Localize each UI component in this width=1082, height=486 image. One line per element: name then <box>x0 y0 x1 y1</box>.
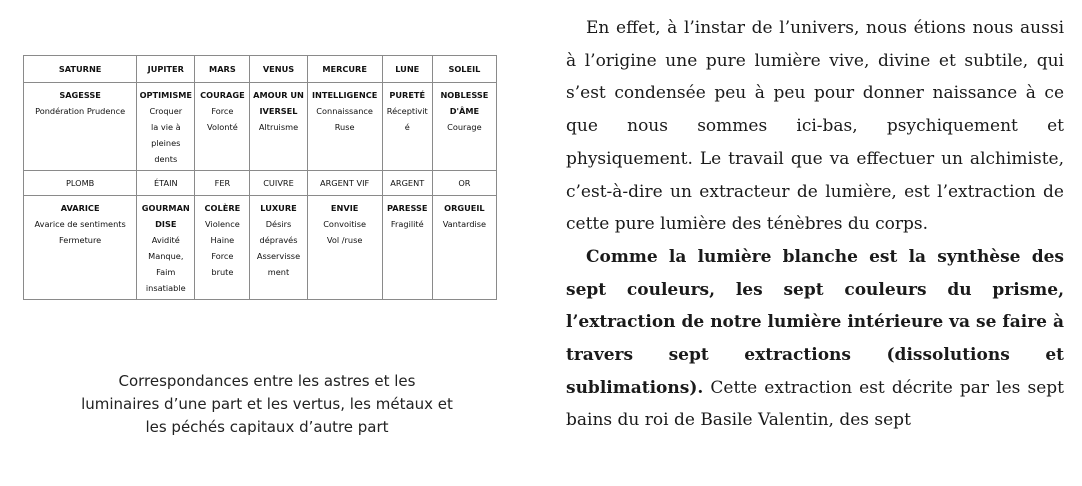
sin-cell <box>432 196 496 300</box>
correspondence-figure <box>23 55 497 300</box>
sin-title: COLÈRE <box>204 203 241 213</box>
metal-cell: PLOMB <box>24 171 137 196</box>
sin-desc: Violence Haine Force brute <box>205 219 240 277</box>
sin-cell <box>195 196 250 300</box>
virtue-desc: Croquer la vie à pleines dents <box>149 106 183 164</box>
sin-desc: Convoitise Vol /ruse <box>323 219 367 245</box>
virtue-title: INTELLIGENCE <box>311 90 378 100</box>
virtue-cell <box>250 83 307 171</box>
virtue-desc: Force Volonté <box>207 106 238 132</box>
virtue-title: OPTIMISME <box>139 90 192 100</box>
metals-row <box>24 171 497 196</box>
virtue-cell <box>137 83 195 171</box>
header-cell: VENUS <box>250 56 307 83</box>
sin-cell <box>382 196 432 300</box>
sin-desc: Vantardise <box>442 219 487 229</box>
sin-title: ORGUEIL <box>444 203 485 213</box>
sin-title: LUXURE <box>260 203 297 213</box>
virtue-desc: Réceptivité <box>386 106 428 132</box>
header-cell: SATURNE <box>24 56 137 83</box>
virtue-desc: Connaissance Ruse <box>316 106 373 132</box>
sin-desc: Désirs dépravés Asservisse ment <box>256 219 301 277</box>
correspondence-table <box>23 55 497 300</box>
sin-desc: Avarice de sentiments Fermeture <box>34 219 126 245</box>
virtue-title: PURETÉ <box>389 90 426 100</box>
paragraph <box>566 241 1064 437</box>
header-cell: LUNE <box>382 56 432 83</box>
virtue-title: SAGESSE <box>59 90 101 100</box>
sin-title: PARESSE <box>387 203 428 213</box>
virtue-title: NOBLESSE D'ÂME <box>440 90 489 116</box>
header-cell: MARS <box>195 56 250 83</box>
virtue-desc: Courage <box>447 122 482 132</box>
sin-cell <box>307 196 382 300</box>
sin-title: ENVIE <box>330 203 359 213</box>
sin-desc: Fragilité <box>390 219 424 229</box>
virtue-cell <box>24 83 137 171</box>
paragraph: En effet, à l’instar de l’univers, nous étions nous aussi à l’origine une pure lumière vive, divine et subtile, qui s’est condensée peu à peu pour donner naissance à ce que nous sommes ici-bas, psychiquement et physiquement. Le travail que va effectuer un alchimiste, c’est-à-dire un extracteur de lumière, est l’extraction de cette pure lumière des ténèbres du corps. <box>566 18 1064 235</box>
table-header-row <box>24 56 497 83</box>
virtue-title: COURAGE <box>200 90 245 100</box>
bold-sentence: Comme la lumière blanche est la synthèse des sept couleurs, les sept couleurs du prisme, l’extraction de notre lumière intérieure va se faire à travers sept extractions (dissolutions et sublimations). <box>566 246 1064 398</box>
virtue-desc: Altruisme <box>258 122 299 132</box>
sin-desc: Avidité Manque, Faim insatiable <box>145 235 186 293</box>
header-cell: JUPITER <box>137 56 195 83</box>
virtue-cell <box>307 83 382 171</box>
sin-title: GOURMANDISE <box>141 203 190 229</box>
metal-cell: FER <box>195 171 250 196</box>
body-text <box>566 12 1064 437</box>
sin-cell <box>24 196 137 300</box>
virtue-cell <box>382 83 432 171</box>
paragraph-continuation: Cette extraction est décrite par les sept bains du roi de Basile Valentin, des sept <box>566 377 1064 431</box>
virtues-row <box>24 83 497 171</box>
sin-cell <box>137 196 195 300</box>
sin-title: AVARICE <box>60 203 100 213</box>
figure-caption: Correspondances entre les astres et les luminaires d’une part et les vertus, les métaux et les péchés capitaux d’autre part <box>81 372 453 436</box>
metal-cell: ÉTAIN <box>137 171 195 196</box>
virtue-cell <box>195 83 250 171</box>
virtue-desc: Pondération Prudence <box>35 106 126 116</box>
metal-cell: OR <box>432 171 496 196</box>
sin-cell <box>250 196 307 300</box>
header-cell: SOLEIL <box>432 56 496 83</box>
metal-cell: ARGENT VIF <box>307 171 382 196</box>
metal-cell: CUIVRE <box>250 171 307 196</box>
metal-cell: ARGENT <box>382 171 432 196</box>
header-cell: MERCURE <box>307 56 382 83</box>
virtue-title: AMOUR UNIVERSEL <box>253 90 304 116</box>
sins-row <box>24 196 497 300</box>
virtue-cell <box>432 83 496 171</box>
